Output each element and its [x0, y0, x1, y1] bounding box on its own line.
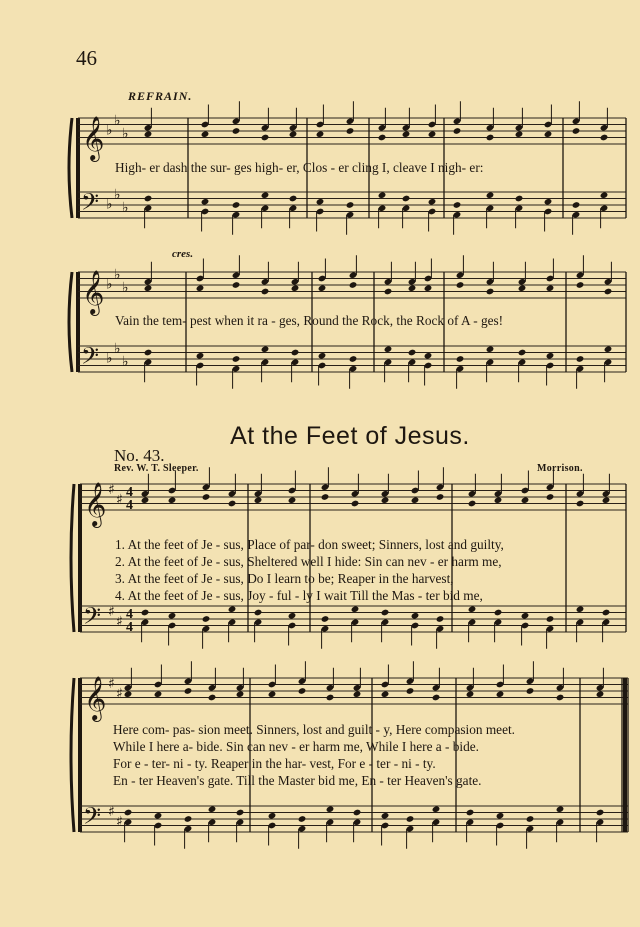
system-brace — [71, 678, 74, 832]
note-head — [202, 493, 211, 501]
note-head — [349, 281, 358, 289]
note-head — [201, 130, 210, 138]
treble-staff — [80, 678, 628, 704]
flat-icon: ♭ — [114, 186, 121, 203]
note-head — [261, 191, 270, 199]
note-head — [346, 127, 355, 135]
note-head — [254, 609, 263, 617]
note-head — [576, 500, 585, 508]
note-head — [486, 134, 495, 142]
note-head — [154, 690, 163, 698]
note-head — [236, 690, 245, 698]
dynamic-marking: cres. — [172, 248, 194, 260]
note-head — [546, 352, 555, 360]
note-head — [456, 355, 465, 363]
note-head — [466, 809, 475, 817]
sharp-icon: ♯ — [108, 604, 115, 620]
note-head — [546, 493, 555, 501]
note-head — [428, 130, 437, 138]
note-head — [604, 288, 613, 296]
note-head — [291, 349, 300, 357]
note-head — [544, 130, 553, 138]
page-number: 46 — [76, 46, 97, 70]
note-head — [381, 690, 390, 698]
note-head — [208, 805, 217, 813]
note-head — [432, 805, 441, 813]
note-head — [289, 195, 298, 203]
sharp-icon: ♯ — [116, 613, 123, 630]
note-head — [349, 355, 358, 363]
note-head — [208, 694, 217, 702]
note-head — [351, 605, 360, 613]
note-head — [456, 281, 465, 289]
note-head — [326, 805, 335, 813]
sharp-icon: ♯ — [108, 676, 115, 692]
flat-icon: ♭ — [114, 112, 121, 129]
note-head — [316, 198, 325, 206]
refrain-lyric-line-2: Vain the tem- pest when it ra - ges, Round the Rock, the Rock of A - ges! — [115, 313, 504, 328]
note-head — [496, 690, 505, 698]
note-head — [168, 612, 177, 620]
note-head — [144, 284, 153, 292]
note-head — [556, 805, 565, 813]
sharp-icon: ♯ — [108, 482, 115, 498]
note-head — [494, 609, 503, 617]
note-head — [228, 605, 237, 613]
note-head — [124, 809, 133, 817]
note-head — [576, 355, 585, 363]
note-head — [144, 130, 153, 138]
note-head — [494, 496, 503, 504]
note-head — [408, 349, 417, 357]
note-head — [468, 605, 477, 613]
note-head — [141, 496, 150, 504]
verse-cont-line-2: While I here a- bide. Sin can nev - er harm me, While I here a - bide. — [113, 739, 479, 754]
flat-icon: ♭ — [122, 353, 129, 370]
note-head — [515, 130, 524, 138]
sharp-icon: ♯ — [108, 804, 115, 820]
time-signature-top: 4 — [126, 485, 133, 500]
note-head — [453, 127, 462, 135]
note-head — [196, 284, 205, 292]
note-head — [546, 284, 555, 292]
bass-clef-icon: 𝄢 — [81, 342, 100, 375]
note-head — [600, 134, 609, 142]
flat-icon: ♭ — [106, 196, 113, 213]
note-head — [144, 349, 153, 357]
hymn-author: Rev. W. T. Sleeper. — [114, 463, 199, 474]
note-head — [436, 493, 445, 501]
note-head — [326, 694, 335, 702]
note-head — [602, 609, 611, 617]
sharp-icon: ♯ — [116, 813, 123, 830]
note-head — [468, 500, 477, 508]
note-head — [228, 500, 237, 508]
bass-clef-icon: 𝄢 — [81, 188, 100, 221]
treble-clef-icon: 𝄞 — [82, 270, 105, 314]
note-head — [168, 496, 177, 504]
note-head — [346, 201, 355, 209]
flat-icon: ♭ — [106, 122, 113, 139]
flat-icon: ♭ — [122, 199, 129, 216]
note-head — [378, 134, 387, 142]
flat-icon: ♭ — [122, 279, 129, 296]
note-head — [576, 605, 585, 613]
note-head — [232, 201, 241, 209]
verse-cont-line-1: Here com- pas- sion meet. Sinners, lost and guilt - y, Here compasion meet. — [113, 722, 516, 737]
note-head — [202, 615, 211, 623]
note-head — [321, 615, 330, 623]
treble-staff — [80, 484, 626, 510]
note-head — [196, 352, 205, 360]
note-head — [572, 201, 581, 209]
note-head — [518, 284, 527, 292]
flat-icon: ♭ — [122, 125, 129, 142]
note-head — [381, 812, 390, 820]
note-head — [154, 812, 163, 820]
note-head — [381, 496, 390, 504]
hymn-number: No. 43. — [114, 446, 165, 465]
note-head — [518, 349, 527, 357]
note-head — [289, 130, 298, 138]
flat-icon: ♭ — [106, 350, 113, 367]
note-head — [261, 134, 270, 142]
note-head — [521, 612, 530, 620]
verse-cont-line-3: For e - ter- ni - ty. Reaper in the har- vest, For e - ter - ni - ty. — [113, 756, 436, 771]
hymn-composer: Morrison. — [537, 463, 583, 474]
note-head — [184, 815, 193, 823]
note-head — [596, 809, 605, 817]
note-head — [288, 496, 297, 504]
treble-clef-icon: 𝄞 — [84, 676, 107, 720]
note-head — [232, 355, 241, 363]
note-head — [124, 690, 133, 698]
note-head — [526, 687, 535, 695]
note-head — [261, 288, 270, 296]
note-head — [268, 690, 277, 698]
note-head — [515, 195, 524, 203]
note-head — [572, 127, 581, 135]
note-head — [556, 694, 565, 702]
note-head — [411, 496, 420, 504]
note-head — [436, 615, 445, 623]
note-head — [318, 284, 327, 292]
note-head — [232, 281, 241, 289]
treble-clef-icon: 𝄞 — [84, 482, 107, 526]
note-head — [466, 690, 475, 698]
note-head — [316, 130, 325, 138]
hymn-title: At the Feet of Jesus. — [230, 422, 470, 450]
note-head — [141, 609, 150, 617]
bass-clef-icon: 𝄢 — [83, 602, 102, 635]
note-head — [232, 127, 241, 135]
note-head — [144, 195, 153, 203]
bass-clef-icon: 𝄢 — [83, 802, 102, 835]
note-head — [236, 809, 245, 817]
note-head — [526, 815, 535, 823]
note-head — [486, 288, 495, 296]
note-head — [424, 352, 433, 360]
note-head — [318, 352, 327, 360]
flat-icon: ♭ — [114, 340, 121, 357]
note-head — [402, 130, 411, 138]
note-head — [486, 191, 495, 199]
note-head — [406, 815, 415, 823]
refrain-label: REFRAIN. — [128, 89, 193, 103]
note-head — [351, 500, 360, 508]
system-brace — [69, 272, 72, 372]
note-head — [576, 281, 585, 289]
verse-line-2: 2. At the feet of Je - sus, Sheltered well I hide: Sin can nev - er harm me, — [115, 554, 502, 569]
note-head — [546, 615, 555, 623]
note-head — [184, 687, 193, 695]
note-head — [596, 690, 605, 698]
note-head — [428, 198, 437, 206]
note-head — [411, 612, 420, 620]
note-head — [521, 496, 530, 504]
note-head — [321, 493, 330, 501]
sharp-icon: ♯ — [116, 491, 123, 508]
note-head — [288, 612, 297, 620]
sharp-icon: ♯ — [116, 685, 123, 702]
note-head — [353, 690, 362, 698]
time-signature-top: 4 — [126, 607, 133, 622]
note-head — [408, 284, 417, 292]
note-head — [402, 195, 411, 203]
note-head — [378, 191, 387, 199]
refrain-lyric-line-1: High- er dash the sur- ges high- er, Clos - er cling I, cleave I nigh- er: — [115, 160, 484, 175]
note-head — [604, 345, 613, 353]
treble-clef-icon: 𝄞 — [82, 116, 105, 160]
note-head — [384, 345, 393, 353]
note-head — [254, 496, 263, 504]
system-brace — [69, 118, 72, 218]
flat-icon: ♭ — [114, 266, 121, 283]
note-head — [406, 687, 415, 695]
note-head — [261, 345, 270, 353]
note-head — [432, 694, 441, 702]
verse-line-4: 4. At the feet of Je - sus, Joy - ful - ly I wait Till the Mas - ter bid me, — [115, 588, 483, 603]
note-head — [424, 284, 433, 292]
flat-icon: ♭ — [106, 276, 113, 293]
note-head — [268, 812, 277, 820]
time-signature-bottom: 4 — [126, 498, 133, 513]
verse-cont-line-4: En - ter Heaven's gate. Till the Master bid me, En - ter Heaven's gate. — [113, 773, 482, 788]
note-head — [298, 815, 307, 823]
note-head — [291, 284, 300, 292]
system-brace — [71, 484, 74, 632]
note-head — [381, 609, 390, 617]
note-head — [353, 809, 362, 817]
note-head — [486, 345, 495, 353]
verse-line-3: 3. At the feet of Je - sus, Do I learn to be; Reaper in the harvest, — [115, 571, 454, 586]
note-head — [453, 201, 462, 209]
note-head — [600, 191, 609, 199]
note-head — [384, 288, 393, 296]
time-signature-bottom: 4 — [126, 620, 133, 635]
note-head — [298, 687, 307, 695]
verse-line-1: 1. At the feet of Je - sus, Place of par- don sweet; Sinners, lost and guilty, — [115, 537, 504, 552]
note-head — [201, 198, 210, 206]
note-head — [602, 496, 611, 504]
note-head — [544, 198, 553, 206]
note-head — [496, 812, 505, 820]
